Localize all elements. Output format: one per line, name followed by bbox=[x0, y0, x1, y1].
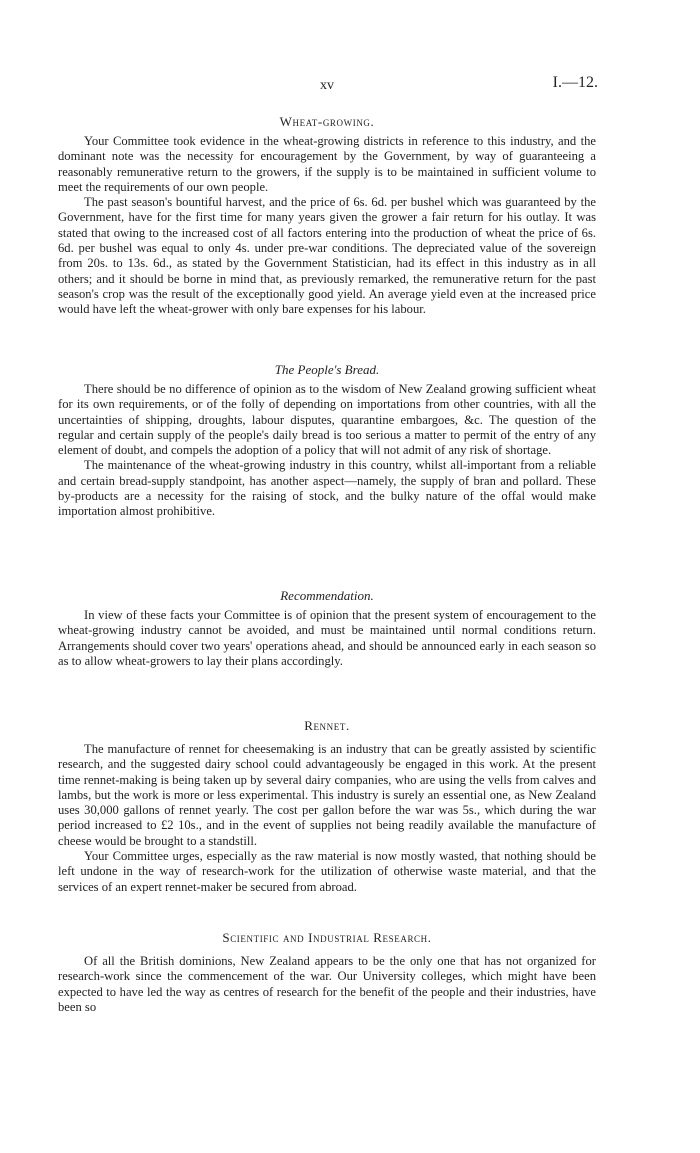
paragraph: Your Committee took evidence in the wheat-growing districts in reference to this industry, and the dominant note was the necessity for encouragement by the Government, by way of guaranteeing a reasonably remunerative return to the growers, if the supply is to be maintained in sufficient volume to meet the requirements of our own people. bbox=[58, 134, 596, 194]
paragraph: There should be no difference of opinion as to the wisdom of New Zealand growing sufficient wheat for its own requirements, or of the folly of depending on importations from other countries, with all the uncertainties of shipping, droughts, labour disputes, quarantine embargoes, &c. The question of the regular and certain supply of the people's daily bread is too serious a matter to permit of the entry of any element of doubt, and compels the adoption of a policy that will not admit of any risk of shortage. bbox=[58, 382, 596, 458]
paragraph: Your Committee urges, especially as the raw material is now mostly wasted, that nothing should be left undone in the way of research-work for the utilization of otherwise waste material, and that the services of an expert rennet-maker be secured from abroad. bbox=[58, 849, 596, 894]
paragraph: In view of these facts your Committee is of opinion that the present system of encouragement to the wheat-growing industry cannot be avoided, and must be maintained until normal conditions return. Arrangements should cover two years' operations ahead, and should be announced early in each season so as to allow wheat-growers to lay their plans accordingly. bbox=[58, 608, 596, 668]
document-reference: I.—12. bbox=[552, 74, 598, 91]
paragraph: The maintenance of the wheat-growing industry in this country, whilst all-important from a reliable and certain bread-supply standpoint, has another aspect—namely, the supply of bran and pollard. These by-products are a necessity for the raising of stock, and the bulky nature of the offal would make importation almost prohibitive. bbox=[58, 458, 596, 519]
section-heading-recommendation: Recommendation. bbox=[280, 588, 374, 603]
section-research bbox=[58, 954, 596, 1015]
paragraph: The manufacture of rennet for cheesemaking is an industry that can be greatly assisted by scientific research, and the suggested dairy school could advantageously be engaged in this work. At the present time rennet-making is being taken up by several dairy companies, who are using the vells from calves and lambs, but the work is more or less experimental. This industry is surely an essential one, as New Zealand uses 30,000 gallons of rennet yearly. The cost per gallon before the war was 5s., which during the war period increased to £2 10s., and in the event of supplies not being readily available the manufacture of cheese would be brought to a standstill. bbox=[58, 742, 596, 848]
section-rennet bbox=[58, 742, 596, 895]
section-heading-peoples-bread: The People's Bread. bbox=[274, 362, 380, 377]
section-heading-wheat-growing: Wheat-growing. bbox=[279, 114, 375, 129]
paragraph: The past season's bountiful harvest, and the price of 6s. 6d. per bushel which was guaranteed by the Government, have for the first time for many years given the grower a fair return for his outlay. It was stated that owing to the increased cost of all factors entering into the production of wheat the price of 6s. 6d. per bushel was equal to only 4s. under pre-war conditions. The depreciated value of the sovereign from 20s. to 13s. 6d., as stated by the Government Statistician, had its effect in this industry as in all others; and it should be borne in mind that, as previously remarked, the remunerative return for the past season's crop was the result of the exceptionally good yield. An average yield even at the increased price would have left the wheat-grower with only bare expenses for his labour. bbox=[58, 195, 596, 317]
page-number: xv bbox=[320, 78, 334, 93]
section-wheat-growing bbox=[58, 134, 596, 318]
section-heading-rennet: Rennet. bbox=[304, 718, 350, 733]
section-heading-research: Scientific and Industrial Research. bbox=[222, 930, 432, 945]
section-recommendation bbox=[58, 608, 596, 669]
paragraph: Of all the British dominions, New Zealand appears to be the only one that has not organized for research-work since the commencement of the war. Our University colleges, which might have been expected to have led the way as centres of research for the benefit of the people and their industries, have been so bbox=[58, 954, 596, 1014]
section-peoples-bread bbox=[58, 382, 596, 520]
